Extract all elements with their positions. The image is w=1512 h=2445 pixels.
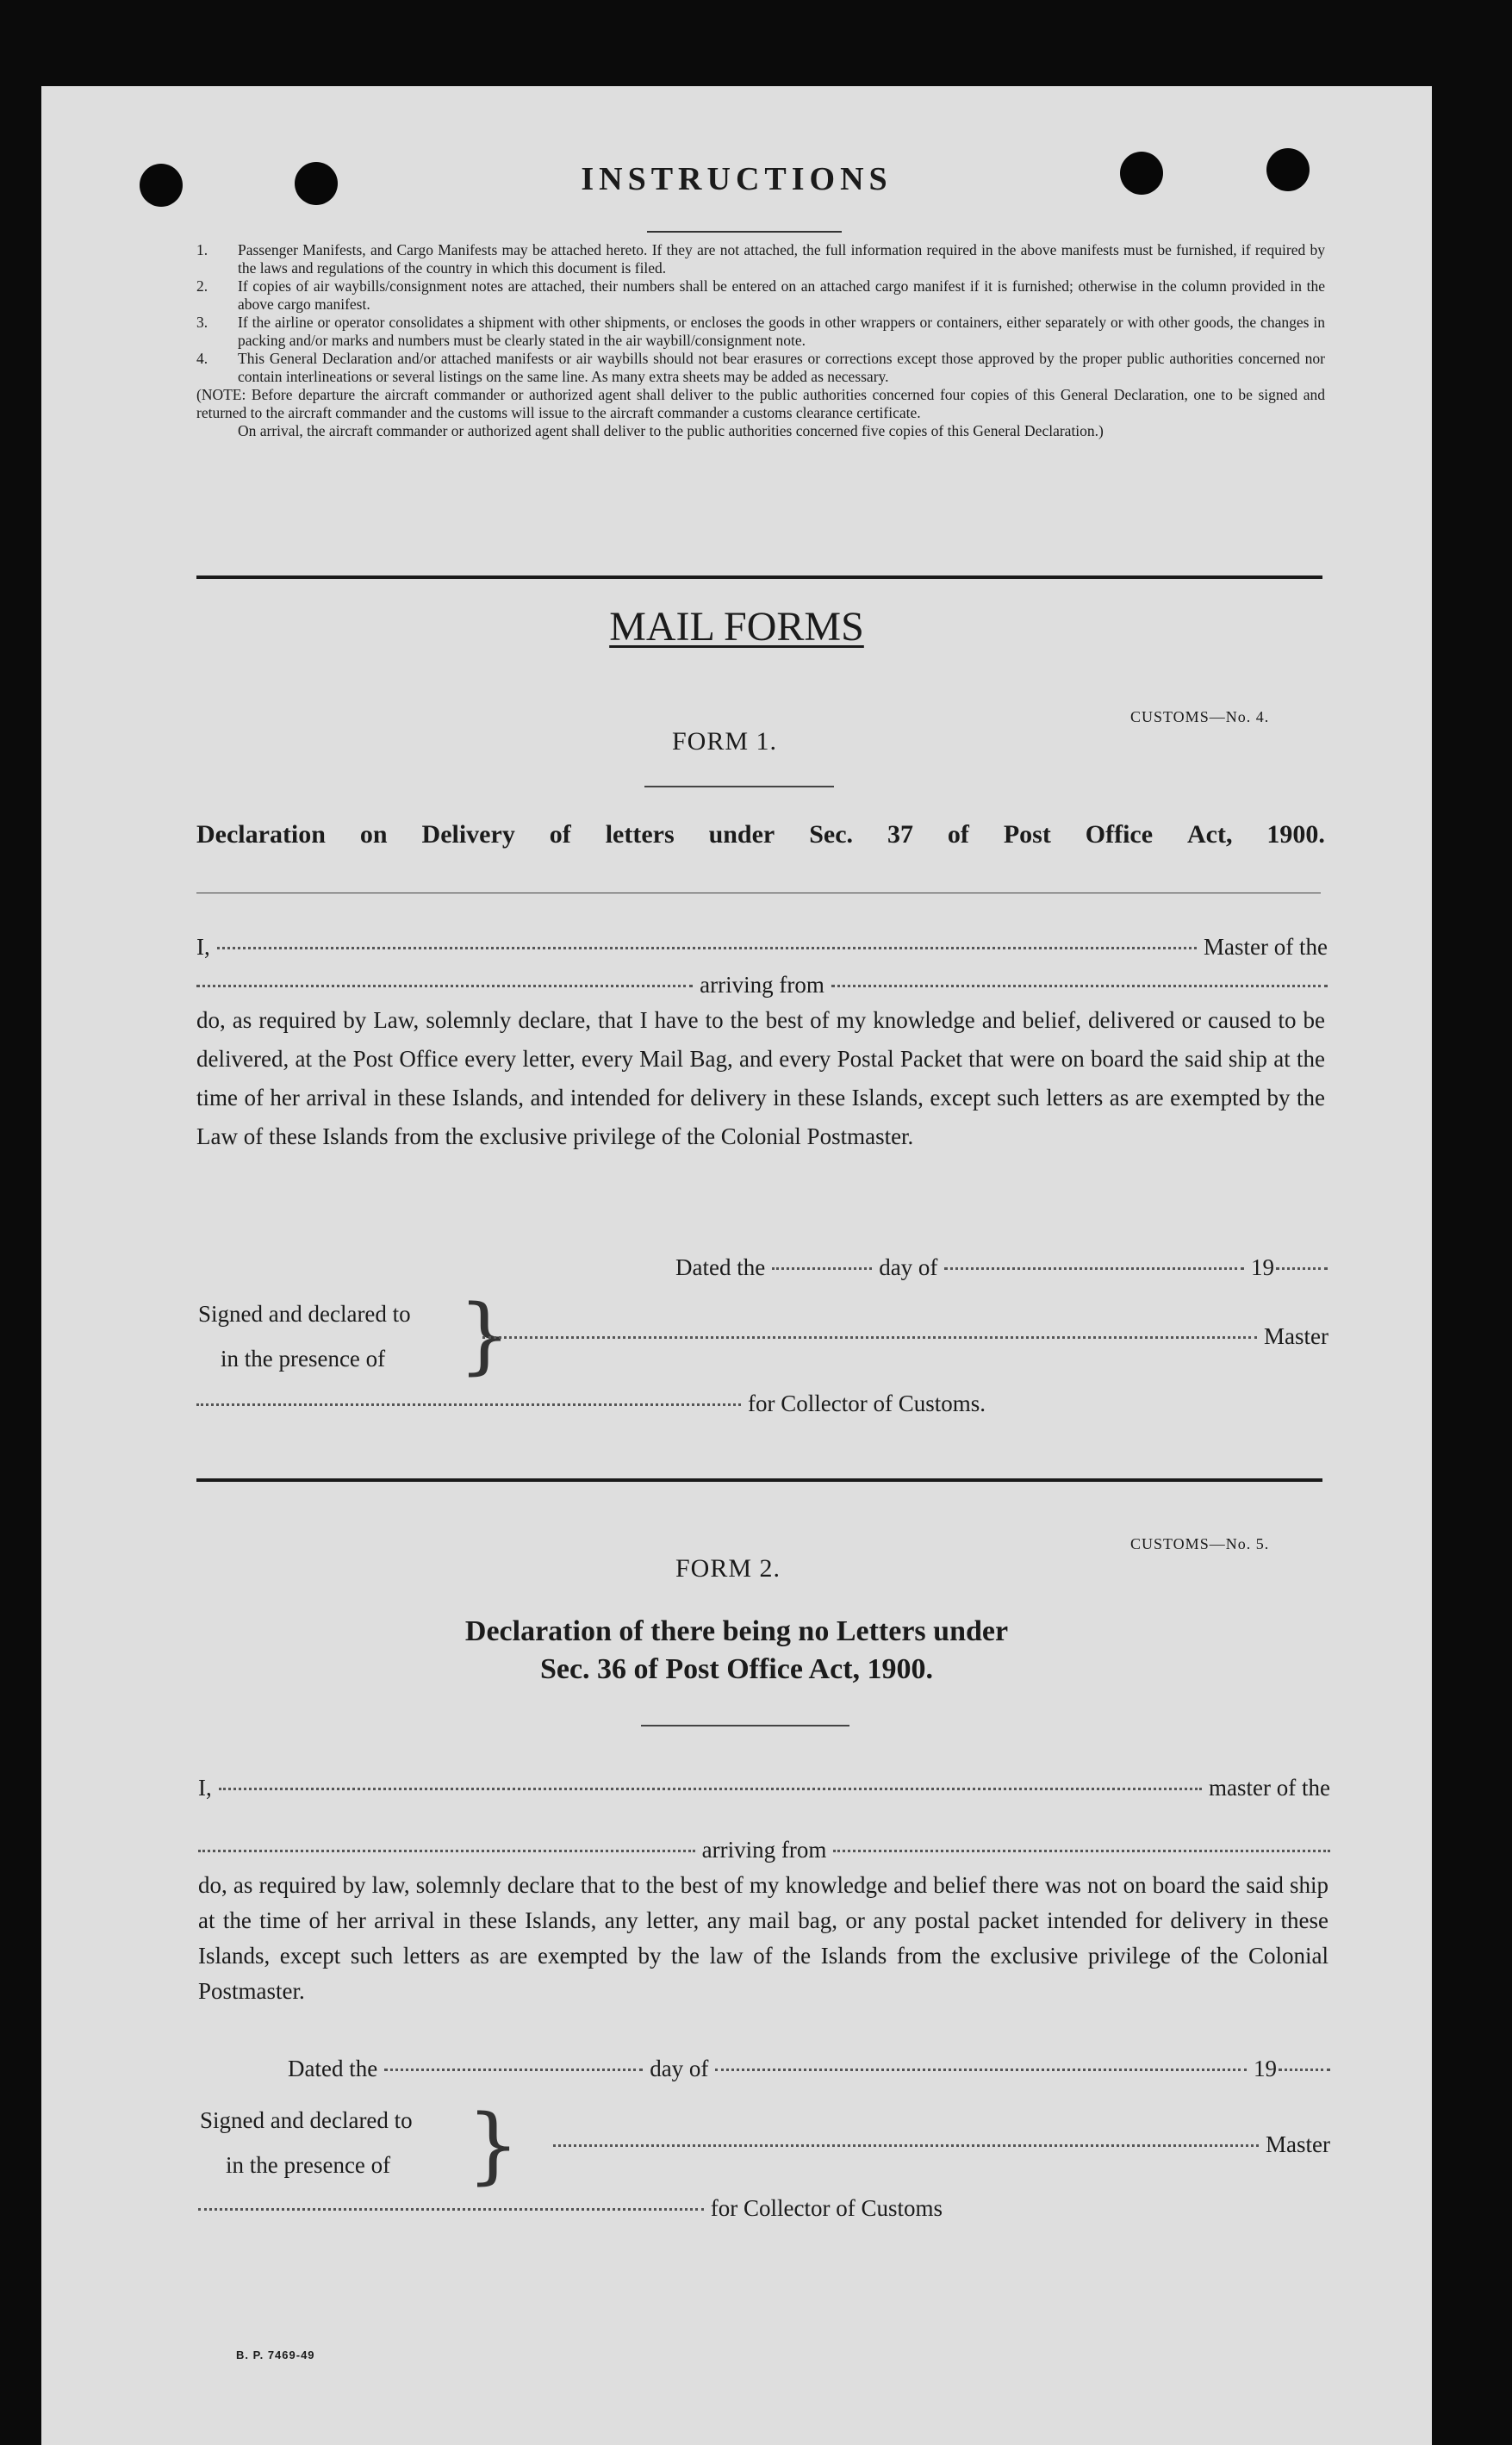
instructions-title: INSTRUCTIONS — [581, 161, 893, 197]
section-divider — [196, 575, 1322, 579]
instructions-title-rule — [647, 231, 842, 233]
form2-date-year-field[interactable] — [1279, 2069, 1330, 2071]
form2-declaration-rule — [641, 1725, 849, 1726]
form2-brace: } — [467, 2097, 520, 2193]
form2-label: FORM 2. — [675, 1554, 781, 1583]
instructions-list — [196, 241, 1325, 440]
form1-dated-line: Dated the day of 19 — [675, 1254, 1328, 1281]
form1-signed-line2: in the presence of — [221, 1346, 386, 1372]
form1-customs-number: CUSTOMS—No. 4. — [1130, 708, 1270, 725]
form1-date-month-field[interactable] — [944, 1267, 1244, 1270]
form1-date-year-field[interactable] — [1276, 1267, 1328, 1270]
form2-name-field[interactable] — [219, 1788, 1202, 1790]
form1-master-signature-field[interactable] — [482, 1336, 1257, 1339]
form1-label-rule — [644, 786, 834, 787]
instruction-item: 4. This General Declaration and/or attached manifests or air waybills should not bear erasures or corrections except those approved by the proper public authorities concerned nor contain interlineations or several listings on the same line. As many extra sheets may be added as necessary. — [196, 350, 1325, 385]
form2-master-signature-field[interactable] — [553, 2144, 1259, 2147]
instruction-note-arrival: On arrival, the aircraft commander or authorized agent shall deliver to the public authorities concerned five copies of this General Declaration.) — [238, 422, 1104, 439]
instruction-item: 1. Passenger Manifests, and Cargo Manifests may be attached hereto. If they are not attached, the full information required in the above manifests must be furnished, if required by the laws and regulations of the country in which this document is filed. — [196, 241, 1325, 277]
form1-collector-line: for Collector of Customs. — [196, 1390, 986, 1417]
form2-master-line: Master — [553, 2131, 1330, 2158]
form2-origin-field[interactable] — [833, 1850, 1330, 1852]
form1-date-day-field[interactable] — [772, 1267, 872, 1270]
form1-master-line: Master — [482, 1323, 1328, 1350]
form-divider — [196, 1478, 1322, 1482]
form2-signed-line1: Signed and declared to — [200, 2107, 413, 2133]
form2-declaration-title: Declaration of there being no Letters under Sec. 36 of Post Office Act, 1900. — [464, 1615, 1009, 1685]
form2-signed-line2: in the presence of — [226, 2152, 391, 2178]
instruction-item: 3. If the airline or operator consolidates a shipment with other shipments, or encloses the goods in other wrappers or containers, either separately or with other goods, the changes in packing and/or marks and numbers must be clearly stated in the air waybill/consignment note. — [196, 314, 1325, 349]
form1-declaration-title: Declaration on Delivery of letters under Sec. 37 of Post Office Act, 1900. — [196, 820, 1325, 849]
form2-date-month-field[interactable] — [715, 2069, 1247, 2071]
form1-brace: } — [458, 1287, 512, 1384]
form2-name-line: I, master of the — [198, 1775, 1330, 1801]
instruction-note: (NOTE: Before departure the aircraft commander or authorized agent shall deliver to the public authorities concerned four copies of this General Declaration, one to be signed and returned to the aircraft commander and the customs will issue to the aircraft commander a customs clearance certificate. — [196, 386, 1325, 421]
print-code: B. P. 7469-49 — [236, 2349, 315, 2361]
form2-date-day-field[interactable] — [384, 2069, 643, 2071]
form1-origin-field[interactable] — [831, 985, 1328, 987]
form2-collector-signature-field[interactable] — [198, 2208, 704, 2211]
form2-ship-line: arriving from — [198, 1837, 1330, 1863]
form1-body: do, as required by Law, solemnly declare, that I have to the best of my knowledge and belief, delivered or caused to be delivered, at the Post Office every letter, every Mail Bag, and every Postal Packet that were on board the said ship at the time of her arrival in these Islands, and intended for delivery in these Islands, except such letters as are exempted by the Law of these Islands from the exclusive privilege of the Colonial Postmaster. — [196, 1007, 1325, 1149]
instruction-item: 2. If copies of air waybills/consignment notes are attached, their numbers shall be entered on an attached cargo manifest if it is furnished; otherwise in the column provided in the above cargo manifest. — [196, 277, 1325, 313]
form1-name-line: I, Master of the — [196, 934, 1328, 960]
form2-ship-field[interactable] — [198, 1850, 695, 1852]
form1-name-field[interactable] — [217, 947, 1197, 949]
form2-customs-number: CUSTOMS—No. 5. — [1130, 1535, 1270, 1552]
document-page — [41, 86, 1432, 2445]
form1-ship-line: arriving from — [196, 972, 1328, 999]
mail-forms-title: MAIL FORMS — [609, 604, 864, 650]
form1-ship-field[interactable] — [196, 985, 693, 987]
form2-body: do, as required by law, solemnly declare that to the best of my knowledge and belief there was not on board the said ship at the time of her arrival in these Islands, any letter, any mail bag, or any postal packet intended for delivery in these Islands, except such letters as are exempted by the law of the Islands from the exclusive privilege of the Colonial Postmaster. — [198, 1872, 1328, 2004]
form1-signed-line1: Signed and declared to — [198, 1301, 411, 1327]
form1-collector-signature-field[interactable] — [196, 1403, 741, 1406]
form2-collector-line: for Collector of Customs — [198, 2195, 943, 2222]
form2-dated-line: Dated the day of 19 — [288, 2056, 1330, 2082]
form1-label: FORM 1. — [672, 727, 778, 756]
